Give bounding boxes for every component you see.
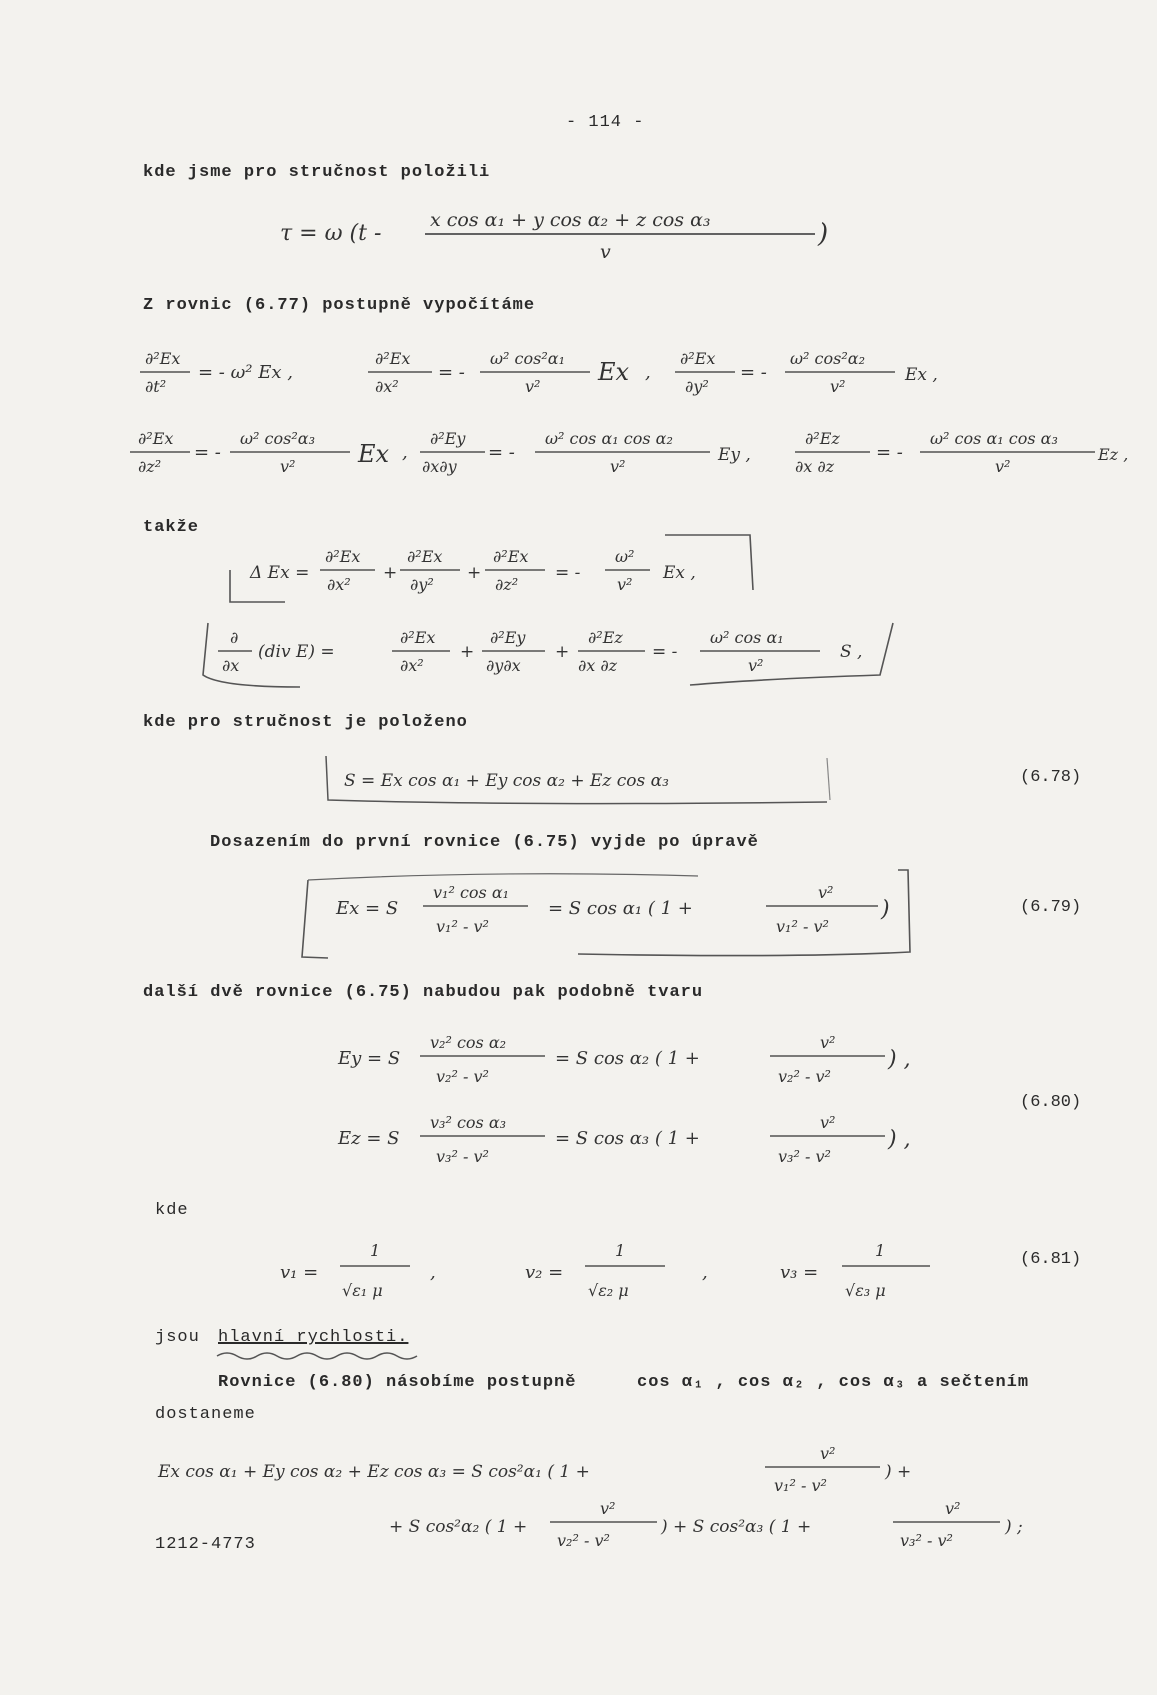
svg-text:∂²Ez: ∂²Ez: [588, 628, 623, 647]
svg-text:,: ,: [702, 1262, 708, 1283]
svg-text:Ey = S: Ey = S: [338, 1048, 401, 1069]
svg-text:v₁² - v²: v₁² - v²: [774, 1476, 827, 1495]
svg-text:v₁² cos α₁: v₁² cos α₁: [433, 883, 510, 902]
equation-laplace: [225, 530, 765, 610]
text-line-jsou: jsou: [155, 1328, 200, 1347]
svg-text:+: +: [467, 563, 482, 583]
svg-text:ω² cos²α₂: ω² cos²α₂: [790, 349, 865, 368]
svg-text:Ex = S: Ex = S: [336, 898, 399, 919]
svg-text:∂t²: ∂t²: [145, 377, 167, 396]
text-line-dostaneme: dostaneme: [155, 1405, 256, 1424]
svg-text:S = Ex cos α₁ + Ey cos α: S = Ex cos α₁ + Ey cos α₂ + Ez cos α₃: [344, 771, 669, 791]
text-line-intro2: Z rovnic (6.77) postupně vypočítáme: [143, 296, 536, 315]
svg-text:ω² cos²α₁: ω² cos²α₁: [490, 349, 565, 368]
svg-text:= S cos α₂ ( 1 +: = S cos α₂ ( 1 +: [555, 1048, 700, 1069]
svg-text:Ex ,: Ex ,: [905, 365, 938, 385]
equation-velocities: [270, 1232, 970, 1312]
svg-text:v²: v²: [945, 1499, 961, 1518]
text-line-intro3: kde pro stručnost je položeno: [143, 713, 468, 732]
svg-text:ω² cos α₁ cos α₃: ω² cos α₁ cos α₃: [930, 429, 1058, 448]
svg-text:∂²Ex: ∂²Ex: [400, 628, 436, 647]
equation-number-681: (6.81): [1020, 1250, 1082, 1269]
svg-text:v₂² cos α₂: v₂² cos α₂: [430, 1033, 507, 1052]
svg-text:ω² cos α₁ cos α₂: ω² cos α₁ cos α₂: [545, 429, 673, 448]
svg-text:v₃ =: v₃ =: [780, 1262, 819, 1283]
svg-text:v₃² - v²: v₃² - v²: [900, 1531, 953, 1550]
text-line-rovnice-a: Rovnice (6.80) násobíme postupně: [218, 1373, 577, 1392]
svg-text:Ex: Ex: [358, 440, 390, 468]
svg-text:Ex: Ex: [598, 358, 630, 386]
svg-text:∂x ∂z: ∂x ∂z: [795, 457, 835, 476]
svg-text:Ez ,: Ez ,: [1098, 445, 1129, 464]
svg-text:v₂² - v²: v₂² - v²: [778, 1067, 831, 1086]
equation-sum2: [385, 1490, 1105, 1560]
equation-S: [322, 752, 842, 814]
svg-text:∂y∂x: ∂y∂x: [486, 656, 521, 675]
svg-text:∂²Ex: ∂²Ex: [145, 349, 181, 368]
text-line-takze: takže: [143, 518, 200, 537]
svg-text:v²: v²: [280, 457, 296, 476]
svg-text:√ε₂ μ: √ε₂ μ: [588, 1281, 629, 1300]
svg-text:Ex ,: Ex ,: [663, 563, 696, 583]
svg-text:v²: v²: [995, 457, 1011, 476]
svg-text:+: +: [383, 563, 398, 583]
svg-text:∂x²: ∂x²: [400, 656, 424, 675]
svg-text:∂x: ∂x: [222, 656, 240, 675]
svg-text:√ε₁ μ: √ε₁ μ: [342, 1281, 383, 1300]
svg-text:∂z²: ∂z²: [138, 457, 162, 476]
svg-text:(div E) =: (div E) =: [258, 642, 335, 662]
svg-text:1: 1: [615, 1241, 626, 1260]
svg-text:v²: v²: [610, 457, 626, 476]
svg-text:= -: = -: [740, 362, 767, 383]
svg-text:∂x∂y: ∂x∂y: [422, 457, 457, 476]
svg-text:) ,: ) ,: [888, 1047, 911, 1072]
svg-text:1: 1: [370, 1241, 381, 1260]
svg-text:√ε₃ μ: √ε₃ μ: [845, 1281, 886, 1300]
svg-text:∂y²: ∂y²: [685, 377, 709, 396]
svg-text:Δ Ex =: Δ Ex =: [250, 563, 310, 583]
text-line-kde: kde: [155, 1201, 189, 1220]
svg-text:v²: v²: [820, 1033, 836, 1052]
svg-text:∂x²: ∂x²: [375, 377, 399, 396]
svg-text:= -: = -: [194, 442, 221, 463]
equation-div: [200, 615, 900, 695]
text-hlavni-rychlosti: hlavní rychlosti.: [218, 1328, 409, 1347]
svg-text:∂x²: ∂x²: [327, 575, 351, 594]
svg-text:v²: v²: [617, 575, 633, 594]
equation-Ez: [330, 1100, 950, 1180]
svg-text:= -: = -: [652, 642, 678, 662]
svg-text:ω² cos²α₃: ω² cos²α₃: [240, 429, 315, 448]
svg-text:ω²: ω²: [615, 547, 635, 566]
svg-text:v²: v²: [830, 377, 846, 396]
equation-Ex: [298, 862, 938, 962]
svg-text:v²: v²: [600, 1499, 616, 1518]
svg-text:+ S cos²α₂ ( 1 +: + S cos²α₂ ( 1 +: [389, 1517, 528, 1537]
svg-text:v₂ =: v₂ =: [525, 1262, 564, 1283]
svg-text:1: 1: [875, 1241, 886, 1260]
page-number: - 114 -: [566, 113, 645, 132]
svg-text:∂²Ey: ∂²Ey: [430, 429, 466, 448]
svg-text:): ): [881, 897, 890, 922]
svg-text:∂²Ex: ∂²Ex: [138, 429, 174, 448]
svg-text:v₂² - v²: v₂² - v²: [557, 1531, 610, 1550]
svg-text:= S cos α₁ ( 1 +: = S cos α₁ ( 1 +: [548, 898, 693, 919]
equation-tau: [270, 200, 850, 270]
svg-text:ω² cos α₁: ω² cos α₁: [710, 628, 784, 647]
text-line-intro5: další dvě rovnice (6.75) nabudou pak podobně tvaru: [143, 983, 704, 1002]
svg-text:∂z²: ∂z²: [495, 575, 519, 594]
svg-text:) ;: ) ;: [1005, 1517, 1023, 1537]
svg-text:v₃² cos α₃: v₃² cos α₃: [430, 1113, 507, 1132]
svg-text:) ,: ) ,: [888, 1127, 911, 1152]
svg-text:∂²Ex: ∂²Ex: [325, 547, 361, 566]
svg-text:= -: = -: [555, 563, 581, 583]
svg-text:= -: = -: [876, 442, 903, 463]
svg-text:∂²Ex: ∂²Ex: [375, 349, 411, 368]
text-line-intro4: Dosazením do první rovnice (6.75) vyjde po úpravě: [210, 833, 759, 852]
equation-Ey: [330, 1020, 950, 1100]
svg-text:∂y²: ∂y²: [410, 575, 434, 594]
svg-text:): ): [818, 219, 829, 249]
svg-text:= - ω² Ex ,: = - ω² Ex ,: [198, 362, 293, 383]
svg-text:) +: ) +: [885, 1462, 912, 1482]
text-line-rovnice-b: cos α₁ , cos α₂ , cos α₃ a sečtením: [637, 1373, 1030, 1392]
svg-text:∂²Ex: ∂²Ex: [493, 547, 529, 566]
svg-text:∂²Ey: ∂²Ey: [490, 628, 526, 647]
text-line-intro1: kde jsme pro stručnost položili: [143, 163, 491, 182]
svg-text:v²: v²: [525, 377, 541, 396]
svg-text:∂²Ez: ∂²Ez: [805, 429, 840, 448]
svg-text:Ey ,: Ey ,: [718, 445, 751, 465]
svg-text:v²: v²: [820, 1113, 836, 1132]
svg-text:v²: v²: [818, 883, 834, 902]
svg-text:v₃² - v²: v₃² - v²: [436, 1147, 489, 1166]
svg-text:Ez = S: Ez = S: [338, 1128, 400, 1149]
svg-text:v: v: [600, 241, 611, 263]
svg-text:S ,: S ,: [840, 642, 863, 662]
svg-text:Ex cos α₁ + Ey cos α₂ + E: Ex cos α₁ + Ey cos α₂ + Ez cos α₃ = S cos²α₁ ( 1 +: [158, 1462, 590, 1482]
svg-text:v₁² - v²: v₁² - v²: [436, 917, 489, 936]
equation-number-680: (6.80): [1020, 1093, 1082, 1112]
svg-text:,: ,: [645, 362, 651, 383]
svg-text:∂²Ex: ∂²Ex: [680, 349, 716, 368]
svg-text:τ = ω (t -: τ = ω (t -: [280, 221, 382, 246]
svg-text:,: ,: [430, 1262, 436, 1283]
footer-code: 1212-4773: [155, 1535, 256, 1554]
svg-text:+: +: [460, 642, 475, 662]
svg-text:v²: v²: [820, 1444, 836, 1463]
svg-text:,: ,: [402, 442, 408, 463]
svg-text:) + S cos²α₃ ( 1 +: ) + S cos²α₃ ( 1 +: [661, 1517, 812, 1537]
svg-text:∂: ∂: [230, 628, 239, 647]
svg-text:∂x ∂z: ∂x ∂z: [578, 656, 618, 675]
svg-text:= -: = -: [438, 362, 465, 383]
svg-text:v₂² - v²: v₂² - v²: [436, 1067, 489, 1086]
svg-text:v₁ =: v₁ =: [280, 1262, 319, 1283]
svg-text:v₁² - v²: v₁² - v²: [776, 917, 829, 936]
svg-text:v²: v²: [748, 656, 764, 675]
svg-text:v₃² - v²: v₃² - v²: [778, 1147, 831, 1166]
svg-text:∂²Ex: ∂²Ex: [407, 547, 443, 566]
equation-number-678: (6.78): [1020, 768, 1082, 787]
equation-number-679: (6.79): [1020, 898, 1082, 917]
svg-text:x cos α₁ + y cos α₂ + z co: x cos α₁ + y cos α₂ + z cos α₃: [430, 209, 711, 231]
pencil-wave-underline: [215, 1350, 425, 1362]
svg-text:= -: = -: [488, 442, 515, 463]
equation-row2: [130, 418, 1130, 498]
svg-text:+: +: [555, 642, 570, 662]
svg-text:= S cos α₃ ( 1 +: = S cos α₃ ( 1 +: [555, 1128, 700, 1149]
equation-row1: [140, 340, 1040, 410]
